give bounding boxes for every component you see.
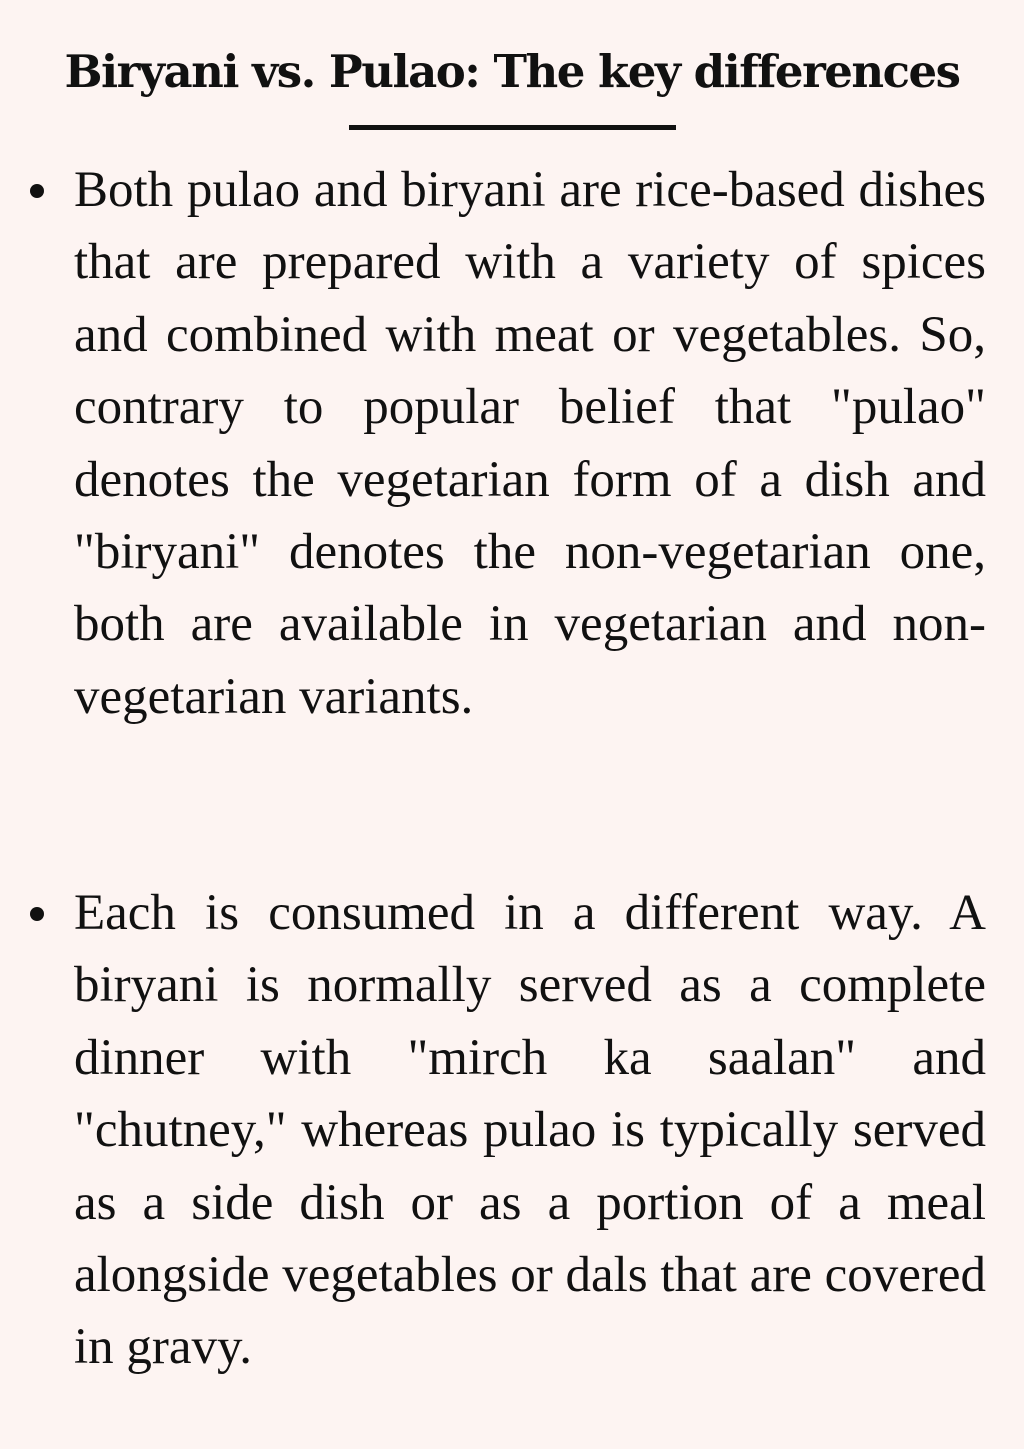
title-underline: [349, 125, 676, 130]
list-item: [74, 877, 986, 1384]
page-title: Biryani vs. Pulao: The key differences: [64, 45, 960, 98]
list-item-text: Each is consumed in a different way. A biryani is normally served as a complete dinner with "mirch ka saalan" and "chutney," whereas pulao is typically served as a side dish or as a portion of a meal alongside vegetables or dals that are covered in gravy.: [74, 885, 986, 1376]
bullet-dot-icon: [30, 907, 44, 921]
list-item-text: Both pulao and biryani are rice-based dishes that are prepared with a variety of spices and combined with meat or vegetables. So, contrary to popular belief that "pulao" denotes the vegetarian form of a dish and "biryani" denotes the non-vegetarian one, both are available in vegetarian and non-vegetarian variants.: [74, 162, 986, 725]
bullet-dot-icon: [30, 184, 44, 198]
list-item: [74, 154, 986, 733]
